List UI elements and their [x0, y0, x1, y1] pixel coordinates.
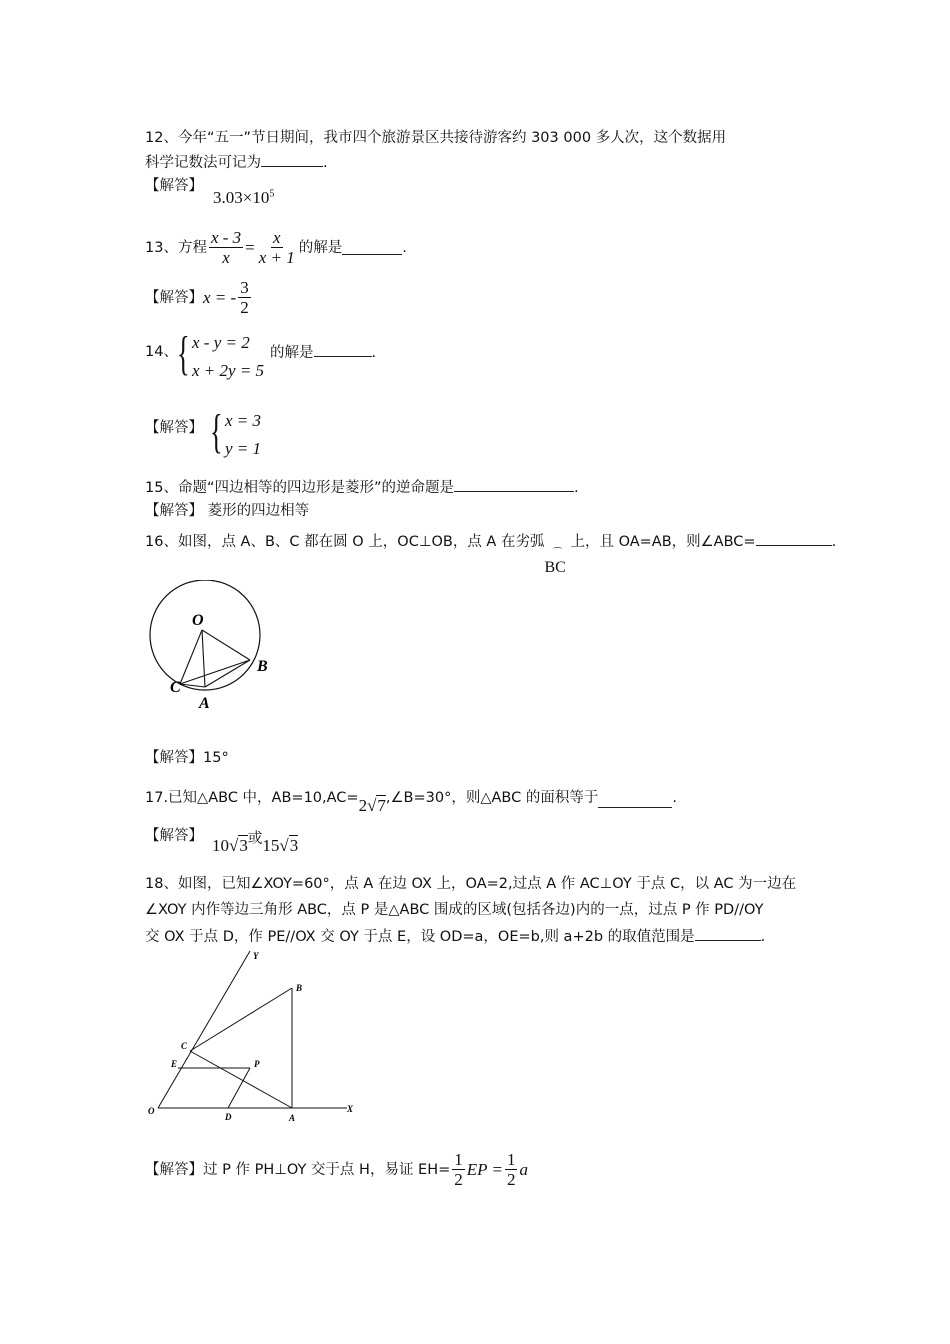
arc-icon: ⌒ — [552, 548, 563, 559]
q18-answer-text: 过 P 作 PH⊥OY 交于点 H，易证 EH= — [203, 1161, 451, 1178]
q14-answer-brace: { — [210, 405, 223, 458]
q16-end: . — [831, 534, 837, 550]
q13-lhs-den: x — [222, 248, 230, 267]
circle-o — [150, 580, 260, 690]
q18-frac2 — [505, 1150, 518, 1189]
q13-answer-label: 【解答】 — [145, 289, 203, 306]
q12-answer — [213, 188, 274, 208]
q13-line — [145, 228, 407, 267]
q16-figure — [140, 580, 280, 715]
q14-suffix: 的解是 — [270, 345, 314, 361]
q13-rhs-den: x + 1 — [258, 248, 295, 267]
q17-ans2-coef: 15 — [262, 836, 280, 855]
q18-line3: 交 OX 于点 D，作 PE//OX 交 OY 于点 E，设 OD=a，OE=b,则 a+2b 的取值范围是 — [145, 929, 695, 945]
q14-blank — [314, 342, 372, 357]
q17-ac-rad: 7 — [377, 796, 386, 815]
q13-answer-den: 2 — [240, 298, 249, 317]
q17-blank — [598, 793, 672, 808]
q17-answer: 10√3或15√3 — [212, 831, 299, 855]
q14-end: . — [371, 345, 377, 361]
q17-ac-value: 2√7 — [358, 796, 386, 815]
q17-ans1-rad: 3 — [239, 836, 248, 855]
q16-answer — [145, 748, 229, 768]
q18-f1-num: 1 — [454, 1150, 463, 1169]
q13-suffix: 的解是 — [298, 239, 343, 256]
q14-eq2: x + 2y = 5 — [192, 361, 265, 380]
q14-answer-label: 【解答】 — [145, 420, 203, 436]
q17-ac-coef: 2 — [358, 796, 368, 815]
label-b: B — [296, 983, 303, 993]
segment-oa — [202, 630, 205, 687]
q13-eq: = — [245, 237, 255, 257]
segment-ob — [202, 630, 250, 660]
q13-lhs-num: x - 3 — [210, 228, 242, 247]
q18-f2-den: 2 — [506, 1170, 516, 1189]
ray-oy — [158, 951, 250, 1108]
q15-end: . — [573, 480, 579, 496]
q16-text-a: 16、如图，点 A、B、C 都在圆 O 上，OC⊥OB，点 A 在劣弧 — [145, 534, 545, 550]
q18-line1: 18、如图，已知∠XOY=60°，点 A 在边 OX 上，OA=2,过点 A 作 AC⊥OY 于点 C，以 AC 为一边在 — [145, 876, 797, 892]
q13-blank — [342, 240, 402, 255]
q18-blank — [695, 926, 761, 941]
label-c: C — [181, 1041, 188, 1051]
q13-answer — [145, 278, 253, 317]
q12-line1: 12、今年“五一”节日期间，我市四个旅游景区共接待游客约 303 000 多人次，这个数据用 — [145, 130, 727, 146]
q17-ans1-coef: 10 — [212, 836, 229, 855]
q17-or: 或 — [247, 831, 263, 847]
q12-answer-base: 3.03×10 — [213, 188, 270, 207]
q12-blank — [261, 152, 323, 167]
q16-blank — [756, 531, 832, 546]
q15-line — [145, 477, 579, 498]
q18-end: . — [760, 929, 766, 945]
label-y: Y — [253, 951, 259, 961]
segment-oc — [180, 630, 202, 684]
q15-answer — [145, 501, 309, 521]
q13-answer-num: 3 — [240, 278, 249, 297]
q18-line3-wrap — [145, 926, 765, 947]
q16-text-b: 上，且 OA=AB，则∠ABC= — [570, 534, 756, 550]
q13-answer-lhs: x = - — [203, 287, 237, 307]
label-o: O — [192, 612, 204, 629]
label-p: P — [254, 1059, 260, 1069]
q14-brace: { — [177, 327, 190, 380]
q18-f2-num: 1 — [506, 1150, 516, 1169]
q13-answer-frac — [238, 278, 251, 317]
q13-lhs-frac — [209, 228, 243, 267]
q12-answer-exp: 5 — [269, 188, 275, 200]
q16-answer-text: 15° — [203, 750, 229, 766]
segment-ca — [190, 1051, 292, 1108]
q18-mid: EP = — [466, 1159, 503, 1179]
label-d: D — [225, 1112, 232, 1122]
q18-tail: a — [519, 1159, 528, 1179]
label-b: B — [257, 658, 268, 675]
q13-rhs-frac — [257, 228, 297, 267]
label-a: A — [289, 1113, 296, 1123]
label-a: A — [199, 695, 210, 712]
q18-answer — [145, 1150, 528, 1189]
q14-ans1: x = 3 — [225, 411, 262, 430]
q18-frac1 — [452, 1150, 465, 1189]
label-x: X — [347, 1104, 354, 1114]
q15-text: 15、命题“四边相等的四边形是菱形”的逆命题是 — [145, 480, 454, 496]
q13-end: . — [402, 239, 407, 256]
q12-text: 科学记数法可记为 — [145, 155, 261, 171]
q17-text-b: ,∠B=30°，则△ABC 的面积等于 — [385, 790, 599, 806]
segment-cb — [190, 988, 292, 1051]
q14-eq1: x - y = 2 — [192, 333, 250, 352]
q18-line2: ∠XOY 内作等边三角形 ABC，点 P 是△ABC 围成的区域(包括各边)内的一点，过点 P 作 PD//OY — [145, 902, 764, 918]
q13-rhs-num: x — [273, 228, 281, 247]
q18-figure — [140, 945, 365, 1130]
label-o: O — [148, 1106, 155, 1116]
q17-answer-label: 【解答】 — [145, 828, 203, 844]
q14-tail — [270, 342, 376, 363]
q12-end: . — [323, 155, 328, 171]
q15-blank — [454, 477, 574, 492]
q13-prefix: 13、方程 — [145, 239, 207, 256]
q15-answer-text: 菱形的四边相等 — [203, 503, 310, 519]
q14-prefix: 14、 — [145, 344, 178, 360]
q16-answer-label: 【解答】 — [145, 750, 203, 766]
q12-line2 — [145, 152, 328, 173]
q17-end: . — [672, 790, 677, 806]
q17-ans2-rad: 3 — [289, 836, 299, 855]
q16-arc-label: BC — [544, 559, 566, 576]
q17-text-a: 17.已知△ABC 中，AB=10,AC= — [145, 790, 359, 806]
q15-answer-label: 【解答】 — [145, 503, 203, 519]
q16-line — [145, 531, 837, 576]
q12-answer-label: 【解答】 — [145, 178, 203, 194]
q18-f1-den: 2 — [454, 1170, 463, 1189]
q17-line — [145, 778, 677, 815]
label-c: C — [170, 679, 181, 696]
label-e: E — [171, 1059, 178, 1069]
q14-ans2: y = 1 — [225, 439, 262, 458]
q18-answer-label: 【解答】 — [145, 1161, 203, 1178]
